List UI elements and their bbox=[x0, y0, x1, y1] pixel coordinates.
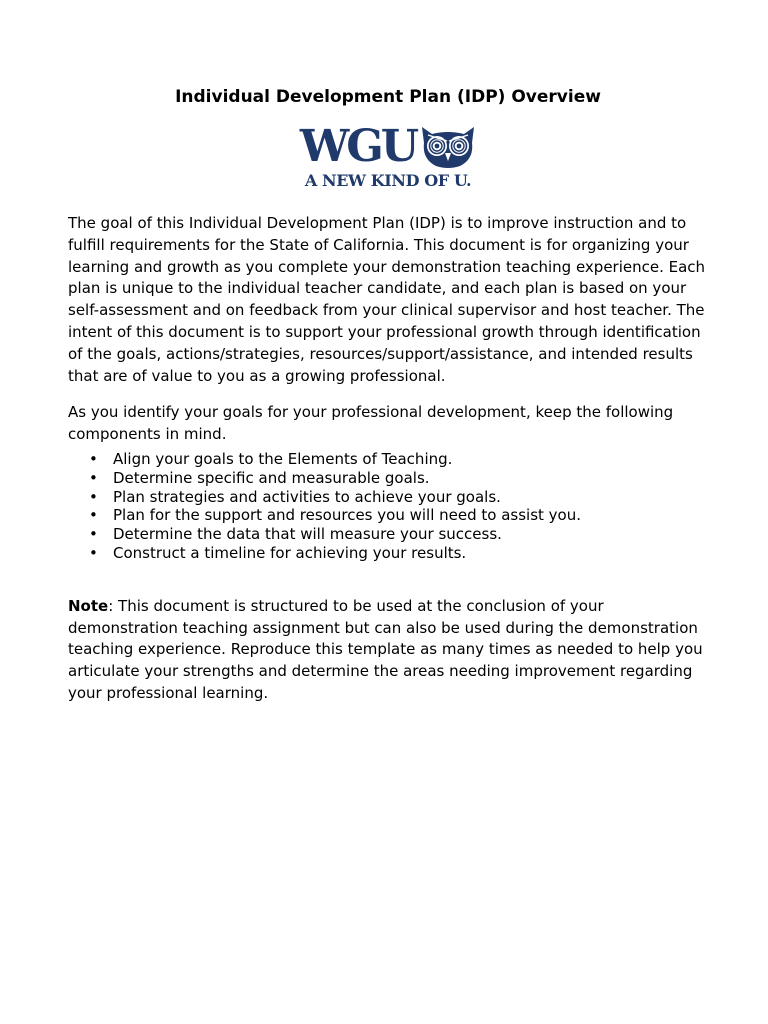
bullet-icon: • bbox=[89, 487, 98, 506]
owl-icon bbox=[420, 125, 476, 169]
list-item-text: Construct a timeline for achieving your results. bbox=[113, 543, 467, 562]
list-item-text: Plan for the support and resources you will need to assist you. bbox=[113, 506, 581, 525]
list-item bbox=[68, 525, 708, 544]
list-item bbox=[68, 450, 708, 469]
logo-top-row bbox=[299, 121, 476, 172]
note-paragraph bbox=[68, 596, 708, 705]
note-text: : This document is structured to be used at the conclusion of your demonstration teaching assignment but can also be used during the demonstration teaching experience. Reproduce this template as many times as needed to help you articulate your strengths and determine the areas needing improvement regarding your professional learning. bbox=[68, 596, 703, 702]
list-item bbox=[68, 544, 708, 563]
list-item-text: Determine specific and measurable goals. bbox=[113, 468, 430, 487]
page-title: Individual Development Plan (IDP) Overview bbox=[175, 87, 601, 107]
intro-paragraph: The goal of this Individual Development Plan (IDP) is to improve instruction and to fulfill requirements for the State of California. This document is for organizing your learning and growth as you complete your demonstration teaching experience. Each plan is unique to the individual teacher candidate, and each plan is based on your self-assessment and on feedback from your clinical supervisor and host teacher. The intent of this document is to support your professional growth through identification of the goals, actions/strategies, resources/support/assistance, and intended results that are of value to you as a growing professional. bbox=[68, 214, 706, 385]
bullet-icon: • bbox=[89, 468, 98, 487]
list-item-text: Align your goals to the Elements of Teaching. bbox=[113, 449, 453, 468]
list-item bbox=[68, 488, 708, 507]
note-label: Note bbox=[68, 596, 109, 615]
bullet-icon: • bbox=[89, 543, 98, 562]
bullet-icon: • bbox=[89, 506, 98, 525]
bullet-icon: • bbox=[89, 525, 98, 544]
list-item bbox=[68, 469, 708, 488]
list-item-text: Determine the data that will measure your success. bbox=[113, 525, 502, 544]
components-list bbox=[68, 450, 708, 563]
components-intro-paragraph: As you identify your goals for your professional development, keep the following components in mind. bbox=[68, 403, 674, 444]
logo-wordmark: WGU bbox=[299, 121, 417, 172]
logo-container bbox=[68, 121, 708, 190]
document-page bbox=[68, 84, 708, 720]
logo-tagline: A NEW KIND OF U. bbox=[304, 171, 472, 190]
list-item-text: Plan strategies and activities to achieve your goals. bbox=[113, 487, 501, 506]
bullet-icon: • bbox=[89, 449, 98, 468]
wgu-logo bbox=[298, 121, 478, 190]
list-item bbox=[68, 506, 708, 525]
